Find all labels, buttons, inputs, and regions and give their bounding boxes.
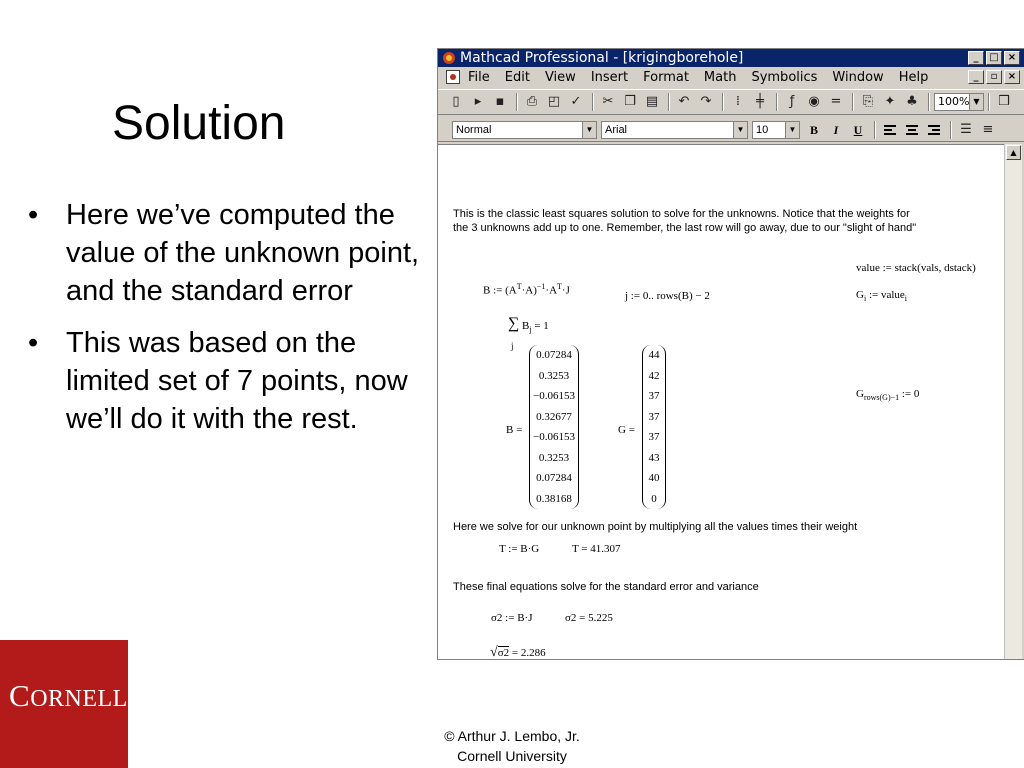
restore-button[interactable]: □ <box>986 51 1002 65</box>
doc-close-button[interactable]: × <box>1004 70 1020 84</box>
menu-window[interactable]: Window <box>832 70 884 85</box>
toolbar-separator <box>874 121 876 139</box>
undo-icon[interactable]: ↶ <box>678 94 690 109</box>
matrix-cell: 37 <box>648 410 660 423</box>
matrix-cell: 42 <box>648 369 660 382</box>
eq-g-last-row[interactable] <box>856 388 919 402</box>
intro-text: This is the classic least squares solution to solve for the unknowns. Notice that the weights for the 3 unknowns add up to one. Remember, the last row will go away, due to our "slight of hand" <box>453 208 917 234</box>
menu-insert[interactable]: Insert <box>590 70 629 85</box>
solve-text: Here we solve for our unknown point by multiplying all the values times their weight <box>453 521 858 533</box>
bullets-icon[interactable]: ☰ <box>960 121 972 137</box>
matrix-cell: −0.06153 <box>533 431 575 443</box>
matrix-cell: 40 <box>648 472 660 484</box>
zoom-value: 100% <box>938 95 970 108</box>
footer-copyright: © Arthur J. Lembo, Jr. <box>444 728 580 744</box>
toolbar-separator <box>592 93 594 111</box>
menu-symbolics[interactable]: Symbolics <box>751 70 818 85</box>
numbering-icon[interactable]: ≡ <box>982 121 994 137</box>
menu-view[interactable]: View <box>544 70 576 85</box>
standard-toolbar <box>438 89 1024 115</box>
open-icon[interactable]: ▸ <box>474 94 482 109</box>
eq-grows-text: G <box>856 388 864 400</box>
eq-g-text: G <box>856 289 864 301</box>
chevron-down-icon[interactable]: ▼ <box>582 122 596 138</box>
eq-sum-sub: j <box>529 325 532 335</box>
worksheet[interactable] <box>438 144 1006 660</box>
matrix-cell: 0.3253 <box>538 451 570 464</box>
matrix-cell: 0.32677 <box>536 410 572 423</box>
menu-edit[interactable]: Edit <box>504 70 530 85</box>
matrix-cell: 0.07284 <box>536 349 572 361</box>
zoom-select[interactable] <box>934 93 984 111</box>
style-value: Normal <box>456 123 492 136</box>
g-matrix-label: G = <box>618 424 635 436</box>
calculate-icon[interactable]: = <box>830 94 842 109</box>
toolbar-separator <box>668 93 670 111</box>
align-left-icon[interactable] <box>880 121 900 139</box>
eq-g-definition[interactable] <box>856 289 907 303</box>
sqrt-icon: √ <box>490 645 498 660</box>
resource-center-icon[interactable]: ❒ <box>998 94 1010 109</box>
toolbar-separator <box>950 121 952 139</box>
matrix-cell: −0.06153 <box>533 390 575 402</box>
matrix-cell: 37 <box>648 431 660 443</box>
spellcheck-icon[interactable]: ✓ <box>570 94 582 109</box>
eq-sum-index: j <box>511 341 514 351</box>
font-size-value: 10 <box>756 123 769 136</box>
formatting-toolbar <box>438 118 1024 142</box>
font-size-select[interactable] <box>752 121 800 139</box>
print-icon[interactable]: ⎙ <box>526 94 538 109</box>
eq-value-definition[interactable]: value := stack(vals, dstack) <box>856 262 976 274</box>
mathcad-app-icon <box>442 51 456 65</box>
g-matrix[interactable] <box>642 345 666 509</box>
insert-function-icon[interactable]: ƒ <box>789 94 795 109</box>
eq-sum-lhs: B <box>522 320 530 332</box>
close-button[interactable]: × <box>1004 51 1020 65</box>
mathcad-window <box>437 48 1024 660</box>
toolbar-separator <box>722 93 724 111</box>
eq-g-sub: i <box>863 294 867 304</box>
align-center-icon[interactable] <box>902 121 922 139</box>
menu-format[interactable]: Format <box>643 70 689 85</box>
doc-restore-button[interactable]: ▫ <box>986 70 1002 84</box>
chevron-down-icon[interactable]: ▼ <box>969 94 983 110</box>
doc-minimize-button[interactable]: _ <box>968 70 984 84</box>
menu-math[interactable]: Math <box>703 70 737 85</box>
toolbar-separator <box>928 93 930 111</box>
footer <box>404 726 620 766</box>
bullet-item: • Here we’ve computed the value of the unknown point, and the standard error <box>28 196 433 310</box>
run-script-icon[interactable]: ♣ <box>906 94 918 109</box>
chevron-down-icon[interactable]: ▼ <box>785 122 799 138</box>
align-right-icon[interactable] <box>924 121 944 139</box>
eq-g-rhs: := value <box>866 289 905 301</box>
toolbar-separator <box>516 93 518 111</box>
eq-j-range[interactable]: j := 0.. rows(B) − 2 <box>625 290 710 302</box>
copy-icon[interactable]: ❐ <box>624 94 636 109</box>
eq-b-text: B := (A <box>483 284 517 297</box>
cut-icon[interactable]: ✂ <box>602 94 614 109</box>
eq-t-definition[interactable]: T := B·G <box>499 543 540 555</box>
chevron-down-icon[interactable]: ▼ <box>733 122 747 138</box>
eq-grows-sub: rows(G)−1 <box>863 393 900 403</box>
eq-sum-rhs: = 1 <box>531 320 549 332</box>
b-matrix-label: B = <box>506 424 523 436</box>
vertical-scrollbar[interactable] <box>1004 144 1022 660</box>
matrix-cell: 37 <box>648 390 660 402</box>
scroll-up-icon[interactable]: ▲ <box>1006 145 1021 160</box>
menu-help[interactable]: Help <box>898 70 929 85</box>
eq-b-definition[interactable]: B := $(A^T\cdot A)^{-1}\cdot A^T\cdot J$ <box>483 282 570 297</box>
matrix-cell: 43 <box>648 451 660 464</box>
italic-button[interactable]: I <box>833 122 839 137</box>
bullet-list <box>28 196 433 452</box>
matrix-cell: 44 <box>648 349 660 361</box>
redo-icon[interactable]: ↷ <box>700 94 712 109</box>
toolbar-separator <box>852 93 854 111</box>
align-down-icon[interactable]: ╪ <box>756 94 764 109</box>
insert-unit-icon[interactable]: ◉ <box>808 94 820 109</box>
underline-button[interactable]: U <box>853 122 863 137</box>
insert-hyperlink-icon[interactable]: ⎘ <box>862 94 874 109</box>
logo-letter-c: C <box>9 678 31 713</box>
matrix-cell: 0 <box>651 492 657 505</box>
footer-university: Cornell University <box>457 748 567 764</box>
font-select[interactable] <box>601 121 748 139</box>
eq-t-result[interactable]: T = 41.307 <box>572 543 621 555</box>
document-icon[interactable] <box>446 70 460 84</box>
matrix-cell: 0.07284 <box>536 472 572 484</box>
b-matrix[interactable] <box>529 345 579 509</box>
cornell-logo <box>0 640 128 768</box>
logo-text: ORNELL <box>30 686 128 712</box>
eq-sqrt-arg: σ2 <box>497 647 510 659</box>
title-bar <box>438 49 1024 67</box>
eq-sqrt-val: = 2.286 <box>509 647 546 659</box>
bullet-item: • This was based on the limited set of 7 points, now we’ll do it with the rest. <box>28 324 433 438</box>
menu-file[interactable]: File <box>468 70 490 85</box>
eq-g-rhs-sub: i <box>904 294 908 304</box>
new-icon[interactable]: ▯ <box>452 94 460 109</box>
menu-bar <box>438 68 1024 87</box>
align-across-icon[interactable]: ⁞ <box>735 94 741 109</box>
eq-sum-weights[interactable] <box>522 320 549 334</box>
eq-grows-rhs: := 0 <box>899 388 920 400</box>
final-text: These final equations solve for the standard error and variance <box>453 581 759 593</box>
matrix-cell: 0.3253 <box>538 369 570 382</box>
eq-sqrt-result[interactable] <box>490 645 546 660</box>
print-preview-icon[interactable]: ◰ <box>547 94 561 109</box>
style-select[interactable] <box>452 121 597 139</box>
sum-icon: ∑ <box>508 315 520 332</box>
matrix-cell: 0.38168 <box>536 492 572 505</box>
eq-sigma-definition[interactable]: σ2 := B·J <box>491 612 533 624</box>
font-value: Arial <box>605 123 628 136</box>
eq-sigma-result[interactable]: σ2 = 5.225 <box>565 612 613 624</box>
bold-button[interactable]: B <box>809 122 818 137</box>
insert-component-icon[interactable]: ✦ <box>884 94 896 109</box>
window-title: Mathcad Professional - [krigingborehole] <box>460 50 744 66</box>
toolbar-separator <box>776 93 778 111</box>
minimize-button[interactable]: _ <box>968 51 984 65</box>
paste-icon[interactable]: ▤ <box>645 94 659 109</box>
save-icon[interactable]: ▪ <box>495 94 505 109</box>
slide-title: Solution <box>112 97 286 150</box>
toolbar-separator <box>988 93 990 111</box>
